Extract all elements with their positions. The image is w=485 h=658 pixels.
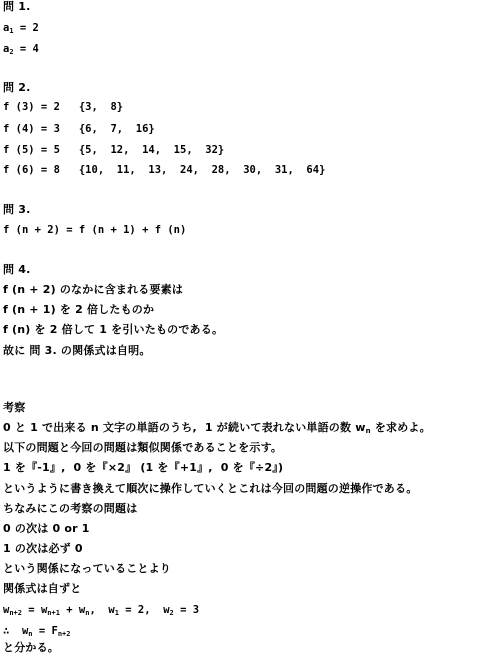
rec-plus: + w <box>59 604 86 616</box>
consideration-line: 以下の問題と今回の問題は類似関係であることを示す。 <box>3 441 283 454</box>
therefore-sub: n+2 <box>57 630 71 638</box>
q1-a1-sub: 1 <box>9 27 14 35</box>
consideration-line: というように書き換えて順次に操作していくとこれは今回の問題の逆操作である。 <box>3 482 418 495</box>
recurrence-formula <box>3 603 199 617</box>
therefore-eq: = F <box>32 625 58 637</box>
consideration-line: という関係になっていることより <box>3 562 171 575</box>
q1-a2-eq: = 4 <box>13 43 39 55</box>
q4-title: 問 4. <box>3 263 31 276</box>
consideration-conclusion: と分かる。 <box>3 641 59 654</box>
q1-a2-var: a <box>3 43 10 55</box>
q4-line: f (n + 2) のなかに含まれる要素は <box>3 283 184 296</box>
q2-row: f (5) = 5 {5, 12, 14, 15, 32} <box>3 144 225 156</box>
consideration-problem-text: 0 と 1 で出来る n 文字の単語のうち, 1 が続いて表れない単語の数 w <box>3 421 366 434</box>
q1-a2-line <box>3 42 39 56</box>
rec-eq: = w <box>21 604 48 616</box>
rec-init: , w <box>89 604 115 616</box>
rec-sub: n <box>85 609 90 617</box>
consideration-line: 0 の次は 0 or 1 <box>3 522 90 535</box>
q2-row: f (4) = 3 {6, 7, 16} <box>3 123 155 135</box>
consideration-line: 1 を『-1』, 0 を『×2』 (1 を『+1』, 0 を『÷2』) <box>3 461 284 474</box>
consideration-problem <box>3 421 431 435</box>
q2-title: 問 2. <box>3 81 31 94</box>
rec-sub: n+2 <box>9 609 22 617</box>
therefore-formula <box>3 624 70 638</box>
rec-init: = 2, w <box>118 604 170 616</box>
rec-sub: 1 <box>114 609 119 617</box>
q1-a1-eq: = 2 <box>13 22 39 34</box>
rec-w: w <box>3 604 10 616</box>
q2-row: f (3) = 2 {3, 8} <box>3 101 124 113</box>
rec-init: = 3 <box>173 604 200 616</box>
consideration-title: 考察 <box>3 401 26 414</box>
q4-conclusion: 故に 問 3. の関係式は自明。 <box>3 344 151 357</box>
consideration-line: ちなみにこの考察の問題は <box>3 502 138 515</box>
therefore-w: ∴ w <box>3 625 29 637</box>
therefore-sub: n <box>28 630 33 638</box>
q1-title: 問 1. <box>3 0 31 13</box>
consideration-line: 1 の次は必ず 0 <box>3 542 83 555</box>
q3-title: 問 3. <box>3 203 31 216</box>
q4-line: f (n) を 2 倍して 1 を引いたものである。 <box>3 323 224 336</box>
q1-a1-line <box>3 21 39 35</box>
q2-row: f (6) = 8 {10, 11, 13, 24, 28, 30, 31, 64} <box>3 164 326 176</box>
consideration-problem-sub: n <box>365 427 371 435</box>
q1-a2-sub: 2 <box>9 48 14 56</box>
q3-formula: f (n + 2) = f (n + 1) + f (n) <box>3 224 187 236</box>
rec-sub: 2 <box>169 609 174 617</box>
consideration-problem-end: を求めよ。 <box>370 421 431 434</box>
consideration-line: 関係式は自ずと <box>3 582 82 595</box>
rec-sub: n+1 <box>47 609 60 617</box>
q4-line: f (n + 1) を 2 倍したものか <box>3 303 155 316</box>
q1-a1-var: a <box>3 22 10 34</box>
